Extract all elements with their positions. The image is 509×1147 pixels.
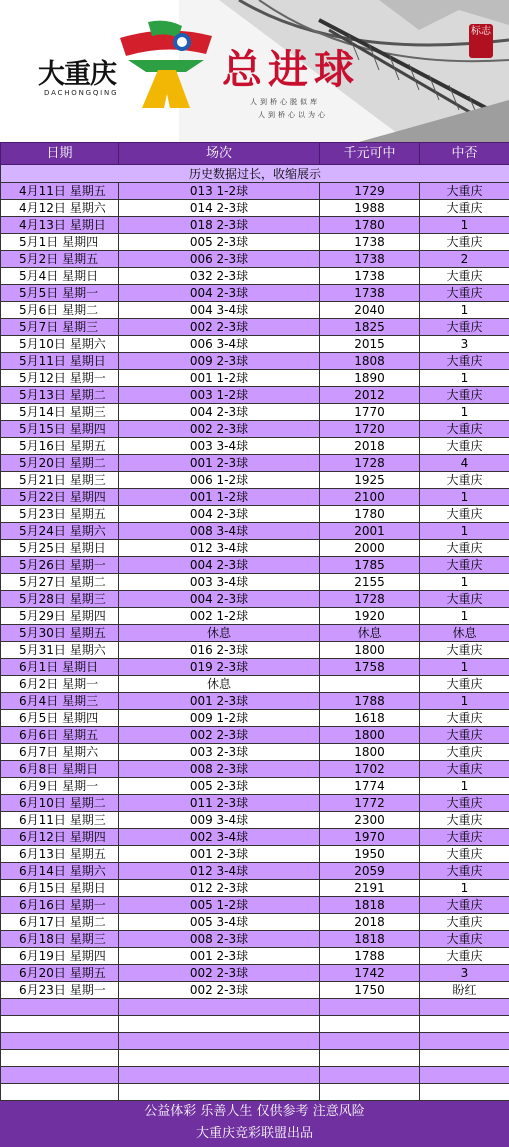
row-match: 006 1-2球 — [119, 472, 320, 489]
row-date: 5月5日 星期一 — [1, 285, 119, 302]
row-date — [1, 1016, 119, 1033]
row-result — [420, 1033, 509, 1050]
row-result: 3 — [420, 336, 509, 353]
row-result: 大重庆 — [420, 829, 509, 846]
row-match: 008 3-4球 — [119, 523, 320, 540]
row-amount: 1772 — [320, 795, 420, 812]
table-row — [1, 710, 509, 727]
row-match: 002 2-3球 — [119, 319, 320, 336]
row-date: 6月23日 星期一 — [1, 982, 119, 999]
row-result: 1 — [420, 302, 509, 319]
row-match: 004 2-3球 — [119, 557, 320, 574]
row-amount: 1729 — [320, 183, 420, 200]
row-result: 大重庆 — [420, 421, 509, 438]
row-match: 005 2-3球 — [119, 778, 320, 795]
row-match: 008 2-3球 — [119, 761, 320, 778]
row-match: 016 2-3球 — [119, 642, 320, 659]
row-match: 009 2-3球 — [119, 353, 320, 370]
row-date: 6月9日 星期一 — [1, 778, 119, 795]
footer — [0, 1101, 509, 1147]
row-result: 2 — [420, 251, 509, 268]
row-amount — [320, 999, 420, 1016]
row-amount: 1738 — [320, 251, 420, 268]
row-date: 6月1日 星期日 — [1, 659, 119, 676]
row-amount: 休息 — [320, 625, 420, 642]
row-date: 6月18日 星期三 — [1, 931, 119, 948]
table-header-row — [1, 143, 509, 165]
row-date: 5月24日 星期六 — [1, 523, 119, 540]
row-result: 盼红 — [420, 982, 509, 999]
row-match: 019 2-3球 — [119, 659, 320, 676]
table-row — [1, 1050, 509, 1067]
table-row — [1, 285, 509, 302]
row-match: 004 2-3球 — [119, 285, 320, 302]
row-result: 大重庆 — [420, 387, 509, 404]
row-date: 5月7日 星期三 — [1, 319, 119, 336]
table-row — [1, 217, 509, 234]
row-amount: 2300 — [320, 812, 420, 829]
table-row — [1, 1084, 509, 1101]
table-row — [1, 591, 509, 608]
row-result: 3 — [420, 965, 509, 982]
header-match: 场次 — [119, 143, 320, 165]
row-date: 4月11日 星期五 — [1, 183, 119, 200]
header-result: 中否 — [420, 143, 509, 165]
row-amount — [320, 1033, 420, 1050]
row-date: 5月20日 星期二 — [1, 455, 119, 472]
row-result: 大重庆 — [420, 863, 509, 880]
row-result — [420, 1084, 509, 1101]
row-match: 休息 — [119, 676, 320, 693]
row-date: 6月8日 星期日 — [1, 761, 119, 778]
row-amount — [320, 1016, 420, 1033]
row-amount: 1702 — [320, 761, 420, 778]
row-result: 大重庆 — [420, 914, 509, 931]
table-row — [1, 557, 509, 574]
row-match: 001 2-3球 — [119, 693, 320, 710]
row-match: 003 3-4球 — [119, 574, 320, 591]
banner — [0, 0, 509, 142]
row-match: 002 2-3球 — [119, 727, 320, 744]
row-match: 013 1-2球 — [119, 183, 320, 200]
results-table — [0, 142, 509, 1101]
row-match: 011 2-3球 — [119, 795, 320, 812]
row-match: 001 1-2球 — [119, 489, 320, 506]
row-date: 5月10日 星期六 — [1, 336, 119, 353]
row-date: 5月21日 星期三 — [1, 472, 119, 489]
table-row — [1, 1016, 509, 1033]
row-match: 004 2-3球 — [119, 404, 320, 421]
row-amount — [320, 676, 420, 693]
row-date: 5月6日 星期二 — [1, 302, 119, 319]
row-date: 5月26日 星期一 — [1, 557, 119, 574]
row-result: 大重庆 — [420, 557, 509, 574]
row-date — [1, 1067, 119, 1084]
table-note-row — [1, 165, 509, 183]
table-row — [1, 183, 509, 200]
brand-logo-text: 大重庆 — [38, 52, 116, 91]
row-match: 004 3-4球 — [119, 302, 320, 319]
row-amount — [320, 1067, 420, 1084]
table-row — [1, 897, 509, 914]
row-date: 6月14日 星期六 — [1, 863, 119, 880]
row-match: 001 2-3球 — [119, 948, 320, 965]
table-row — [1, 540, 509, 557]
row-date: 6月7日 星期六 — [1, 744, 119, 761]
table-row — [1, 387, 509, 404]
footer-credit: 大重庆竞彩联盟出品 — [0, 1123, 509, 1145]
row-result: 1 — [420, 217, 509, 234]
row-amount: 1720 — [320, 421, 420, 438]
row-match: 005 2-3球 — [119, 234, 320, 251]
row-date: 6月4日 星期三 — [1, 693, 119, 710]
row-match: 004 2-3球 — [119, 506, 320, 523]
row-match: 014 2-3球 — [119, 200, 320, 217]
row-date: 6月19日 星期四 — [1, 948, 119, 965]
row-amount: 1925 — [320, 472, 420, 489]
row-date: 5月11日 星期日 — [1, 353, 119, 370]
row-date: 6月2日 星期一 — [1, 676, 119, 693]
table-row — [1, 455, 509, 472]
row-date: 5月31日 星期六 — [1, 642, 119, 659]
row-amount: 1758 — [320, 659, 420, 676]
table-row — [1, 778, 509, 795]
table-row — [1, 727, 509, 744]
row-match: 002 2-3球 — [119, 965, 320, 982]
row-amount: 1818 — [320, 931, 420, 948]
table-row — [1, 302, 509, 319]
row-date: 6月16日 星期一 — [1, 897, 119, 914]
row-match: 006 2-3球 — [119, 251, 320, 268]
row-result: 大重庆 — [420, 268, 509, 285]
table-row — [1, 1067, 509, 1084]
row-amount: 2100 — [320, 489, 420, 506]
row-result: 大重庆 — [420, 812, 509, 829]
table-row — [1, 982, 509, 999]
row-amount: 1970 — [320, 829, 420, 846]
table-row — [1, 795, 509, 812]
row-amount: 1800 — [320, 642, 420, 659]
table-row — [1, 999, 509, 1016]
row-result: 大重庆 — [420, 200, 509, 217]
table-row — [1, 438, 509, 455]
row-match: 009 1-2球 — [119, 710, 320, 727]
table-row — [1, 506, 509, 523]
table-row — [1, 472, 509, 489]
header-date: 日期 — [1, 143, 119, 165]
row-amount: 1890 — [320, 370, 420, 387]
row-match — [119, 1067, 320, 1084]
row-result: 大重庆 — [420, 642, 509, 659]
row-amount: 1818 — [320, 897, 420, 914]
table-row — [1, 880, 509, 897]
row-amount: 1770 — [320, 404, 420, 421]
row-amount: 2191 — [320, 880, 420, 897]
row-date: 5月29日 星期四 — [1, 608, 119, 625]
row-match: 001 1-2球 — [119, 370, 320, 387]
table-row — [1, 370, 509, 387]
table-row — [1, 404, 509, 421]
history-note: 历史数据过长，收缩展示 — [1, 165, 509, 183]
row-result: 大重庆 — [420, 727, 509, 744]
row-result: 大重庆 — [420, 438, 509, 455]
row-result: 大重庆 — [420, 710, 509, 727]
table-row — [1, 642, 509, 659]
table-row — [1, 625, 509, 642]
row-result: 大重庆 — [420, 285, 509, 302]
table-row — [1, 965, 509, 982]
row-date: 5月2日 星期五 — [1, 251, 119, 268]
page-title: 总进球 — [222, 38, 360, 95]
header-amount: 千元可中 — [320, 143, 420, 165]
row-result: 大重庆 — [420, 319, 509, 336]
row-amount: 2059 — [320, 863, 420, 880]
row-amount: 1800 — [320, 727, 420, 744]
row-date: 5月23日 星期五 — [1, 506, 119, 523]
row-result — [420, 1067, 509, 1084]
row-result: 1 — [420, 778, 509, 795]
row-amount: 1825 — [320, 319, 420, 336]
row-date: 6月6日 星期五 — [1, 727, 119, 744]
table-row — [1, 574, 509, 591]
table-row — [1, 251, 509, 268]
table-row — [1, 914, 509, 931]
row-date: 5月13日 星期二 — [1, 387, 119, 404]
row-amount: 1788 — [320, 948, 420, 965]
row-amount: 1800 — [320, 744, 420, 761]
row-date: 6月15日 星期日 — [1, 880, 119, 897]
row-amount: 2155 — [320, 574, 420, 591]
row-match: 032 2-3球 — [119, 268, 320, 285]
row-amount: 2012 — [320, 387, 420, 404]
row-date: 6月10日 星期二 — [1, 795, 119, 812]
row-result: 1 — [420, 489, 509, 506]
row-amount: 1738 — [320, 285, 420, 302]
row-result: 1 — [420, 608, 509, 625]
row-result: 大重庆 — [420, 761, 509, 778]
row-result: 休息 — [420, 625, 509, 642]
table-row — [1, 761, 509, 778]
row-date: 5月27日 星期二 — [1, 574, 119, 591]
row-result: 1 — [420, 880, 509, 897]
row-date: 6月11日 星期三 — [1, 812, 119, 829]
row-match: 002 2-3球 — [119, 421, 320, 438]
row-result: 1 — [420, 370, 509, 387]
row-date: 5月22日 星期四 — [1, 489, 119, 506]
row-amount: 1950 — [320, 846, 420, 863]
row-result: 大重庆 — [420, 676, 509, 693]
row-match: 005 1-2球 — [119, 897, 320, 914]
row-match: 003 1-2球 — [119, 387, 320, 404]
row-match: 012 2-3球 — [119, 880, 320, 897]
table-row — [1, 268, 509, 285]
row-date: 6月5日 星期四 — [1, 710, 119, 727]
row-match — [119, 1050, 320, 1067]
row-result: 4 — [420, 455, 509, 472]
row-amount: 1750 — [320, 982, 420, 999]
row-date: 5月12日 星期一 — [1, 370, 119, 387]
row-match — [119, 999, 320, 1016]
table-row — [1, 931, 509, 948]
row-date: 5月14日 星期三 — [1, 404, 119, 421]
table-row — [1, 948, 509, 965]
row-match: 018 2-3球 — [119, 217, 320, 234]
row-result: 大重庆 — [420, 506, 509, 523]
row-date — [1, 1033, 119, 1050]
table-row — [1, 319, 509, 336]
row-date: 5月30日 星期五 — [1, 625, 119, 642]
row-match: 012 3-4球 — [119, 540, 320, 557]
row-amount: 1988 — [320, 200, 420, 217]
row-amount — [320, 1084, 420, 1101]
table-row — [1, 744, 509, 761]
table-row — [1, 608, 509, 625]
table-row — [1, 863, 509, 880]
slogan-line-2: 人到桥心以为心 — [258, 110, 328, 120]
brand-logo-subtitle: DACHONGQING — [44, 89, 118, 97]
row-amount: 2040 — [320, 302, 420, 319]
row-amount: 1742 — [320, 965, 420, 982]
row-date: 6月17日 星期二 — [1, 914, 119, 931]
row-match: 休息 — [119, 625, 320, 642]
table-row — [1, 489, 509, 506]
table-row — [1, 353, 509, 370]
row-match: 001 2-3球 — [119, 455, 320, 472]
row-date — [1, 1084, 119, 1101]
row-result: 大重庆 — [420, 846, 509, 863]
row-date: 6月13日 星期五 — [1, 846, 119, 863]
seal-stamp: 标志 — [469, 24, 493, 58]
footer-slogan: 公益体彩 乐善人生 仅供参考 注意风险 — [0, 1101, 509, 1123]
row-date: 5月15日 星期四 — [1, 421, 119, 438]
row-result: 大重庆 — [420, 234, 509, 251]
row-amount: 2001 — [320, 523, 420, 540]
row-amount: 1618 — [320, 710, 420, 727]
row-amount — [320, 1050, 420, 1067]
row-match: 012 3-4球 — [119, 863, 320, 880]
row-result — [420, 1050, 509, 1067]
row-match: 001 2-3球 — [119, 846, 320, 863]
row-result: 大重庆 — [420, 472, 509, 489]
table-row — [1, 846, 509, 863]
row-result: 大重庆 — [420, 353, 509, 370]
row-match — [119, 1033, 320, 1050]
row-amount: 1785 — [320, 557, 420, 574]
table-row — [1, 336, 509, 353]
row-result: 1 — [420, 574, 509, 591]
table-row — [1, 200, 509, 217]
row-amount: 1788 — [320, 693, 420, 710]
row-amount: 1738 — [320, 268, 420, 285]
emblem-logo-icon — [118, 20, 214, 112]
row-date: 4月13日 星期日 — [1, 217, 119, 234]
row-result: 大重庆 — [420, 540, 509, 557]
row-match: 003 2-3球 — [119, 744, 320, 761]
table-row — [1, 523, 509, 540]
table-row — [1, 1033, 509, 1050]
row-amount: 1728 — [320, 591, 420, 608]
row-result: 大重庆 — [420, 183, 509, 200]
row-amount: 1728 — [320, 455, 420, 472]
row-date: 6月12日 星期四 — [1, 829, 119, 846]
row-amount: 1780 — [320, 217, 420, 234]
table-row — [1, 829, 509, 846]
row-result: 大重庆 — [420, 795, 509, 812]
row-match: 002 3-4球 — [119, 829, 320, 846]
row-match: 002 1-2球 — [119, 608, 320, 625]
row-amount: 2000 — [320, 540, 420, 557]
row-match — [119, 1016, 320, 1033]
row-amount: 1738 — [320, 234, 420, 251]
row-result: 1 — [420, 659, 509, 676]
row-result: 1 — [420, 693, 509, 710]
row-match: 008 2-3球 — [119, 931, 320, 948]
row-date: 5月4日 星期日 — [1, 268, 119, 285]
row-amount: 2018 — [320, 438, 420, 455]
row-match: 002 2-3球 — [119, 982, 320, 999]
row-match: 004 2-3球 — [119, 591, 320, 608]
slogan-line-1: 人到桥心脱似库 — [250, 97, 320, 107]
row-amount: 2018 — [320, 914, 420, 931]
row-date: 5月25日 星期日 — [1, 540, 119, 557]
row-result — [420, 999, 509, 1016]
row-date: 5月16日 星期五 — [1, 438, 119, 455]
row-result: 大重庆 — [420, 931, 509, 948]
row-date: 5月28日 星期三 — [1, 591, 119, 608]
row-amount: 2015 — [320, 336, 420, 353]
table-row — [1, 659, 509, 676]
table-row — [1, 676, 509, 693]
row-date: 5月1日 星期四 — [1, 234, 119, 251]
row-amount: 1774 — [320, 778, 420, 795]
row-result: 大重庆 — [420, 591, 509, 608]
row-match: 009 3-4球 — [119, 812, 320, 829]
table-row — [1, 693, 509, 710]
row-amount: 1808 — [320, 353, 420, 370]
row-date — [1, 999, 119, 1016]
row-result — [420, 1016, 509, 1033]
row-match — [119, 1084, 320, 1101]
table-row — [1, 421, 509, 438]
row-result: 大重庆 — [420, 948, 509, 965]
row-result: 1 — [420, 523, 509, 540]
row-match: 005 3-4球 — [119, 914, 320, 931]
row-result: 大重庆 — [420, 744, 509, 761]
row-amount: 1780 — [320, 506, 420, 523]
row-date: 4月12日 星期六 — [1, 200, 119, 217]
row-date — [1, 1050, 119, 1067]
table-row — [1, 234, 509, 251]
row-result: 大重庆 — [420, 897, 509, 914]
row-result: 1 — [420, 404, 509, 421]
row-amount: 1920 — [320, 608, 420, 625]
row-date: 6月20日 星期五 — [1, 965, 119, 982]
row-match: 006 3-4球 — [119, 336, 320, 353]
table-row — [1, 812, 509, 829]
row-match: 003 3-4球 — [119, 438, 320, 455]
